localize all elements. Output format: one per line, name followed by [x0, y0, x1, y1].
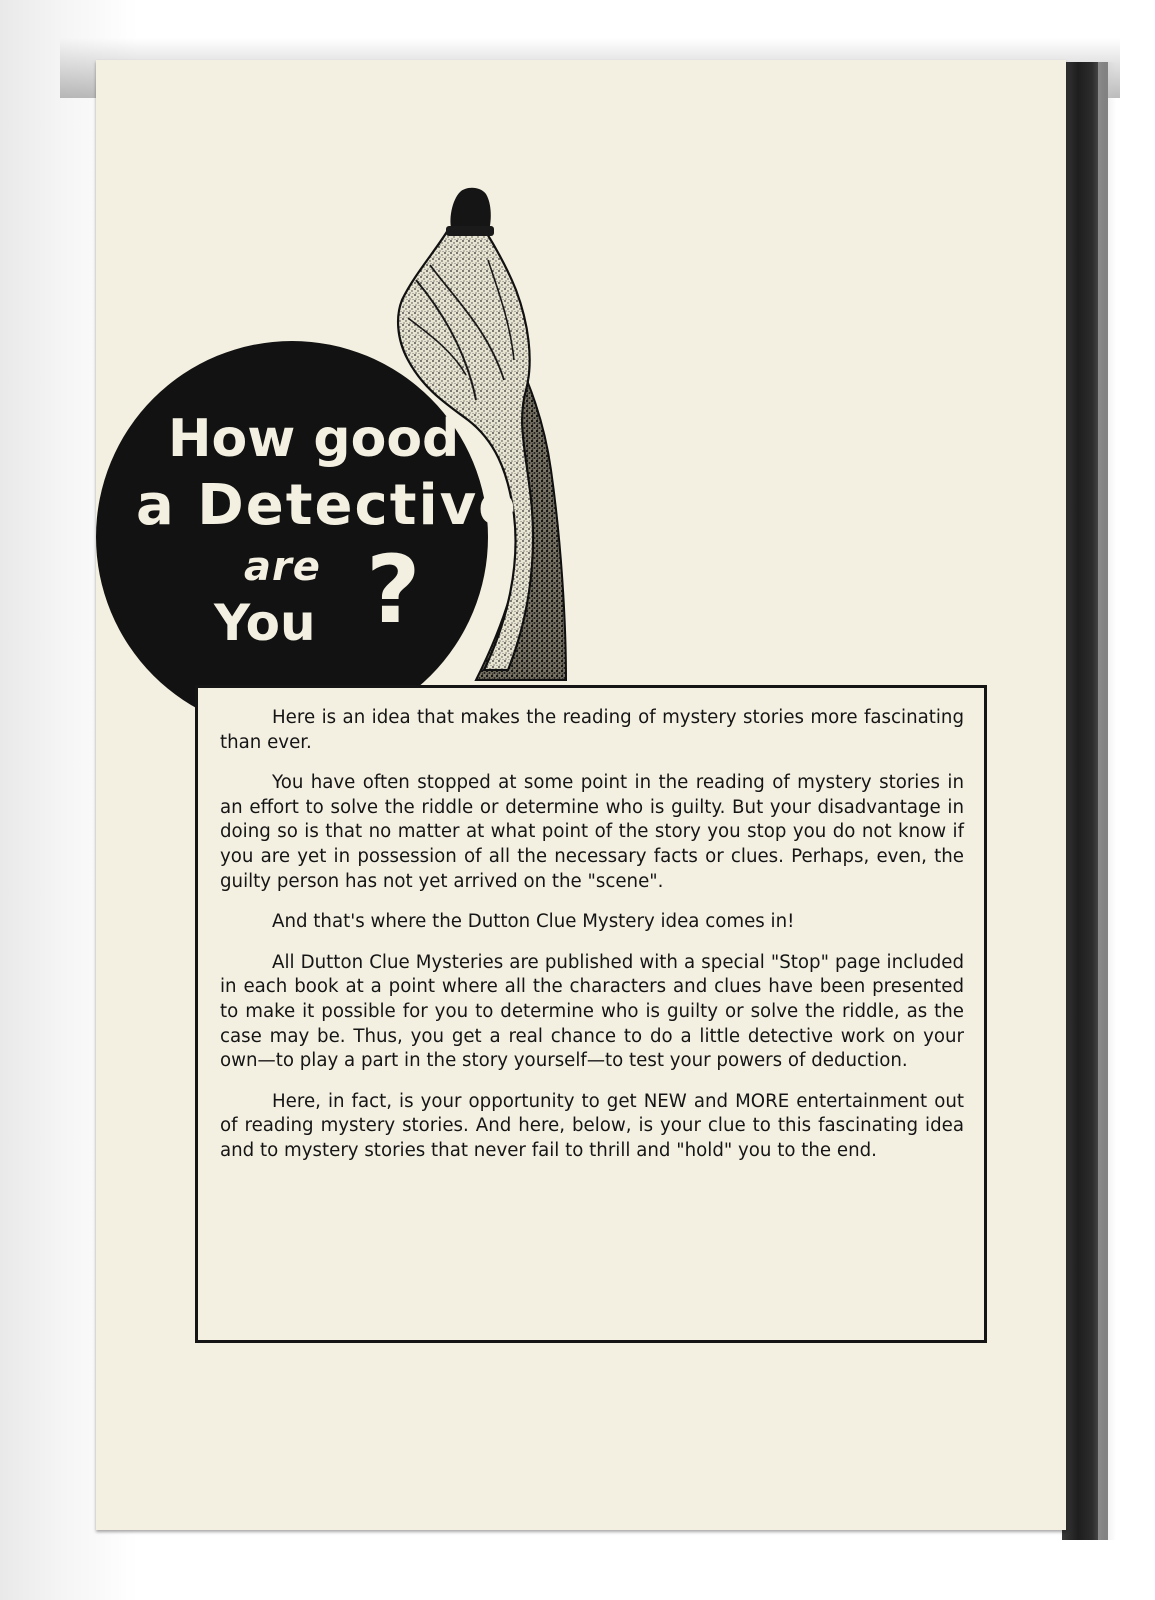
headline-line-4: You — [214, 594, 316, 652]
headline-line-3: are — [244, 544, 321, 590]
paragraph-3: And that's where the Dutton Clue Mystery idea comes in! — [272, 911, 795, 933]
paragraph-4: All Dutton Clue Mysteries are published with a special "Stop" page included in each book at a point where all the characters and clues have been presented to make it possible for you to determine who is guilty or solve the riddle, as the case may be. Thus, you get a real chance to do a little detective work on your own—to play a part in the story yourself—to test your powers of deduction. — [220, 951, 964, 1072]
dust-jacket-gloss — [1098, 62, 1116, 1540]
headline — [96, 60, 1066, 780]
headline-line-2: a Detective — [136, 473, 519, 538]
back-cover — [96, 60, 1066, 1530]
headline-line-1: How good — [168, 409, 460, 469]
headline-question-mark: ? — [366, 536, 421, 645]
paragraph-2: You have often stopped at some point in the reading of mystery stories in an effort to solve the riddle or determine who is guilty. But your disadvantage in doing so is that no matter at what point of the story you stop you do not know if you are yet in possession of all the necessary facts or clues. Perhaps, even, the guilty person has not yet arrived on the "scene". — [220, 772, 964, 892]
paragraph-1: Here is an idea that makes the reading of mystery stories more fascinating than ever. — [220, 707, 964, 753]
description-box — [195, 685, 987, 1343]
paragraph-5: Here, in fact, is your opportunity to get NEW and MORE entertainment out of reading mystery stories. And here, below, is your clue to this fascinating idea and to mystery stories that never fail to thrill and "hold" you to the end. — [220, 1090, 964, 1161]
